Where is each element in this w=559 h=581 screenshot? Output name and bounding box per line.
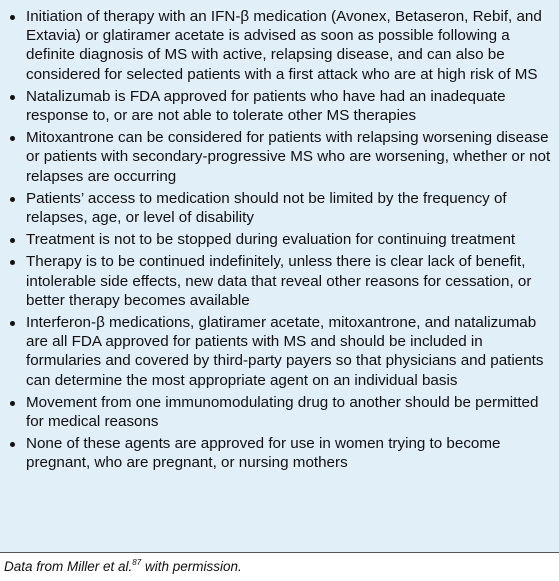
list-item (8, 229, 551, 251)
footnote-suffix: with permission. (141, 559, 242, 574)
list-item (8, 433, 551, 474)
list-item-text: None of these agents are approved for use in women trying to become pregnant, who are pregnant, or nursing mothers (26, 435, 501, 472)
list-item-text: Natalizumab is FDA approved for patients who have had an inadequate response to, or are not able to tolerate other MS therapies (26, 87, 506, 125)
bullet-icon (10, 95, 15, 100)
list-item-text: Therapy is to be continued indefinitely, unless there is clear lack of benefit, intolerable side effects, new data that reveal other reasons for cessation, or better therapy becomes available (26, 253, 532, 309)
list-item (8, 312, 551, 392)
list-item (8, 188, 551, 229)
list-item-text: Movement from one immunomodulating drug to another should be permitted for medical reasons (26, 393, 539, 431)
list-item (8, 251, 551, 312)
list-item-text: Mitoxantrone can be considered for patients with relapsing worsening disease or patients with secondary-progressive MS who are worsening, whether or not relapses are occurring (26, 129, 551, 185)
bullet-icon (10, 15, 15, 20)
bullet-icon (10, 260, 15, 265)
bullet-icon (10, 401, 15, 406)
list-item-text: Interferon-β medications, glatiramer acetate, mitoxantrone, and natalizumab are all FDA approved for patients with MS and should be included in formularies and covered by third-party payers so that physicians and patients can determine the most appropriate agent on an individual basis (26, 314, 544, 389)
list-item-text: Initiation of therapy with an IFN-β medication (Avonex, Betaseron, Rebif, and Extavia) or glatiramer acetate is advised as soon as possible following a definite diagnosis of MS with active, relapsing disease, and can also be considered for selected patients with a first attack who are at high risk of MS (26, 8, 542, 83)
footnote-reference: 87 (132, 558, 142, 567)
list-item (8, 86, 551, 127)
list-item (8, 127, 551, 188)
list-item-text: Patients’ access to medication should not be limited by the frequency of relapses, age, or level of disability (26, 189, 507, 227)
bullet-icon (10, 197, 15, 202)
footnote-text: Data from Miller et al. (4, 559, 133, 574)
list-item-text: Treatment is not to be stopped during evaluation for continuing treatment (26, 231, 516, 249)
list-item (8, 6, 551, 86)
bullet-icon (10, 442, 15, 447)
bullet-icon (10, 321, 15, 326)
bullet-icon (10, 136, 15, 141)
source-footnote (4, 559, 242, 575)
bullet-icon (10, 238, 15, 243)
list-item (8, 392, 551, 433)
divider (0, 552, 559, 553)
